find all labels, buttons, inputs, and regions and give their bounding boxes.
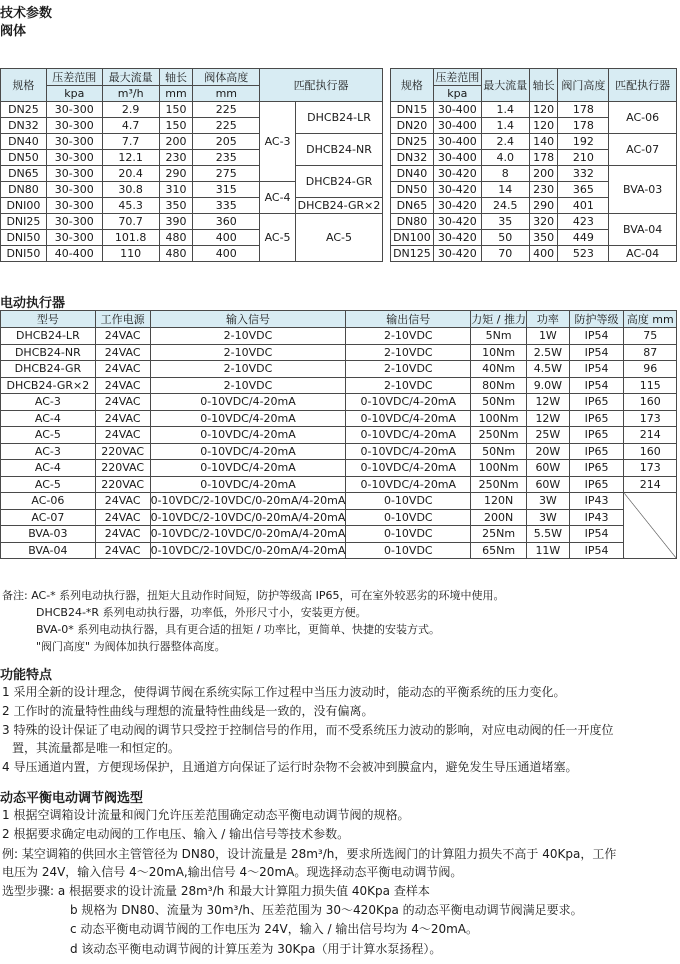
table-row bbox=[391, 134, 677, 150]
table-cell: DN100 bbox=[391, 230, 434, 246]
table-cell: 0-10VDC/4-20mA bbox=[150, 460, 346, 477]
actuator-cell: AC-04 bbox=[609, 246, 677, 262]
table-cell: 400 bbox=[193, 246, 260, 262]
table-cell: 0-10VDC/4-20mA bbox=[346, 476, 471, 493]
table-cell: 30-300 bbox=[46, 230, 102, 246]
selection-line: b 规格为 DN80、流量为 30m³/h、压差范围为 30～420Kpa 的动态平衡电动调节阀满足要求。 bbox=[70, 903, 583, 917]
table-cell: 5Nm bbox=[471, 328, 527, 345]
table-cell: 40Nm bbox=[471, 361, 527, 378]
header-spec: 规格 bbox=[391, 69, 434, 102]
table-cell: 2-10VDC bbox=[150, 328, 346, 345]
section-title-valve: 阀体 bbox=[0, 24, 27, 39]
table-cell: 87 bbox=[624, 344, 677, 361]
table-cell: 45.3 bbox=[102, 198, 159, 214]
table-cell: 24.5 bbox=[481, 198, 529, 214]
table-cell: 30-300 bbox=[46, 118, 102, 134]
table-row bbox=[391, 102, 677, 118]
note-line: BVA-0* 系列电动执行器，具有更合适的扭矩 / 功率比，更简单、快捷的安装方式。 bbox=[36, 623, 440, 636]
table-cell: 4.5W bbox=[527, 361, 569, 378]
table-cell: 178 bbox=[558, 118, 609, 134]
table-cell: 7.7 bbox=[102, 134, 159, 150]
table-cell: IP65 bbox=[569, 476, 624, 493]
table-cell: AC-06 bbox=[1, 493, 96, 510]
table-cell: 480 bbox=[159, 230, 193, 246]
table-cell: DNI50 bbox=[1, 230, 47, 246]
table-cell: IP43 bbox=[569, 509, 624, 526]
table-cell: 20.4 bbox=[102, 166, 159, 182]
table-cell: DN32 bbox=[391, 150, 434, 166]
table-cell: 0-10VDC bbox=[346, 493, 471, 510]
header-flow: 最大流量 bbox=[102, 69, 159, 86]
table-cell: 0-10VDC/2-10VDC/0-20mA/4-20mA bbox=[150, 494, 346, 508]
table-cell: 30-420 bbox=[433, 246, 481, 262]
table-cell: IP54 bbox=[569, 377, 624, 394]
feature-line: 1 采用全新的设计理念，使得调节阀在系统实际工作过程中当压力波动时，能动态的平衡系统的压力变化。 bbox=[2, 685, 566, 699]
table-cell: 25Nm bbox=[471, 526, 527, 543]
table-cell: DNI50 bbox=[1, 246, 47, 262]
table-cell: 120 bbox=[529, 118, 558, 134]
table-cell: 400 bbox=[529, 246, 558, 262]
table-cell: 24VAC bbox=[95, 344, 150, 361]
table-cell: 115 bbox=[624, 377, 677, 394]
header-spec: 规格 bbox=[1, 69, 47, 102]
table-cell: 235 bbox=[193, 150, 260, 166]
table-cell: 2-10VDC bbox=[346, 328, 471, 345]
table-cell: 140 bbox=[529, 134, 558, 150]
header-flow-unit: m³/h bbox=[102, 86, 159, 102]
table-cell: 24VAC bbox=[95, 410, 150, 427]
table-cell: 100Nm bbox=[471, 460, 527, 477]
table-cell: 5.5W bbox=[527, 526, 569, 543]
table-cell: DN50 bbox=[1, 150, 47, 166]
table-cell: DN50 bbox=[391, 182, 434, 198]
table-cell: 178 bbox=[529, 150, 558, 166]
table-row bbox=[1, 394, 677, 411]
table-cell: 150 bbox=[159, 118, 193, 134]
table-cell: 310 bbox=[159, 182, 193, 198]
table-cell: 8 bbox=[481, 166, 529, 182]
table-row bbox=[1, 526, 677, 543]
table-header: 型号 bbox=[1, 311, 96, 328]
table-row bbox=[391, 214, 677, 230]
actuator-dh-cell: DHCB24-GR bbox=[296, 166, 383, 198]
table-cell: BVA-04 bbox=[1, 542, 96, 559]
table-cell: 0-10VDC/4-20mA bbox=[150, 476, 346, 493]
selection-line: 例: 某空调箱的供回水主管管径为 DN80，设计流量是 28m³/h，要求所选阀门的计算阻力损失不高于 40Kpa，工作 bbox=[2, 847, 617, 861]
valve-table-right bbox=[390, 68, 677, 262]
table-cell: 120 bbox=[529, 102, 558, 118]
table-cell: 0-10VDC/2-10VDC/0-20mA/4-20mA bbox=[150, 527, 346, 541]
table-cell: 80Nm bbox=[471, 377, 527, 394]
table-cell: 0-10VDC bbox=[346, 526, 471, 543]
header-axis: 轴长 bbox=[159, 69, 193, 86]
table-cell: DN65 bbox=[1, 166, 47, 182]
table-row bbox=[1, 344, 677, 361]
table-cell: DN40 bbox=[391, 166, 434, 182]
table-row bbox=[1, 214, 383, 230]
table-header: 输入信号 bbox=[150, 311, 346, 328]
table-cell: 275 bbox=[193, 166, 260, 182]
header-pressure-unit: kpa bbox=[46, 86, 102, 102]
table-cell: 315 bbox=[193, 182, 260, 198]
table-cell: 24VAC bbox=[95, 361, 150, 378]
table-cell: 70 bbox=[481, 246, 529, 262]
table-row bbox=[1, 460, 677, 477]
table-cell: 320 bbox=[529, 214, 558, 230]
actuator-ac-cell: AC-3 bbox=[260, 102, 296, 182]
table-cell: 24VAC bbox=[95, 509, 150, 526]
table-cell: 2.9 bbox=[102, 102, 159, 118]
valve-table-left bbox=[0, 68, 383, 262]
table-row bbox=[1, 410, 677, 427]
table-cell: 11W bbox=[527, 542, 569, 559]
table-cell: 1.4 bbox=[481, 118, 529, 134]
header-actuator: 匹配执行器 bbox=[609, 69, 677, 102]
table-cell: 0-10VDC bbox=[346, 509, 471, 526]
table-header: 功率 bbox=[527, 311, 569, 328]
table-cell: 30-420 bbox=[433, 198, 481, 214]
table-cell: DN32 bbox=[1, 118, 47, 134]
selection-line: 选型步骤: a 根据要求的设计流量 28m³/h 和最大计算阻力损失值 40Kpa 查样本 bbox=[2, 884, 430, 898]
table-cell: 24VAC bbox=[95, 328, 150, 345]
actuator-cell: BVA-03 bbox=[609, 166, 677, 214]
table-cell: 30-300 bbox=[46, 150, 102, 166]
table-cell: 390 bbox=[159, 214, 193, 230]
feature-line: 4 导压通道内置，方便现场保护，且通道方向保证了运行时杂物不会被冲到膜盒内，避免发生导压通道堵塞。 bbox=[2, 760, 578, 774]
table-cell: 0-10VDC bbox=[346, 542, 471, 559]
table-cell: IP54 bbox=[569, 526, 624, 543]
table-cell: 60W bbox=[527, 460, 569, 477]
table-cell: AC-3 bbox=[1, 443, 96, 460]
table-cell: IP65 bbox=[569, 443, 624, 460]
table-cell: 30-300 bbox=[46, 102, 102, 118]
table-cell: 160 bbox=[624, 443, 677, 460]
table-cell: 160 bbox=[624, 394, 677, 411]
table-cell: DHCB24-GR×2 bbox=[1, 377, 96, 394]
table-row bbox=[391, 246, 677, 262]
table-cell: 30-400 bbox=[433, 134, 481, 150]
actuator-dh-cell: DHCB24-LR bbox=[296, 102, 383, 134]
table-cell: 449 bbox=[558, 230, 609, 246]
table-cell: 480 bbox=[159, 246, 193, 262]
table-cell: 50Nm bbox=[471, 443, 527, 460]
note-line: DHCB24-*R 系列电动执行器，功率低，外形尺寸小，安装更方便。 bbox=[36, 606, 367, 619]
header-axis: 轴长 bbox=[529, 69, 558, 102]
table-cell: 225 bbox=[193, 102, 260, 118]
table-header: 高度 mm bbox=[624, 311, 677, 328]
table-cell: 9.0W bbox=[527, 377, 569, 394]
table-cell: 4.7 bbox=[102, 118, 159, 134]
table-cell: IP65 bbox=[569, 460, 624, 477]
table-cell: IP54 bbox=[569, 328, 624, 345]
table-cell: IP43 bbox=[569, 493, 624, 510]
table-cell: 2-10VDC bbox=[150, 377, 346, 394]
selection-line: 1 根据空调箱设计流量和阀门允许压差范围确定动态平衡电动调节阀的规格。 bbox=[2, 808, 410, 822]
table-cell: 335 bbox=[193, 198, 260, 214]
actuator-dh-cell: DHCB24-GR×2 bbox=[296, 198, 383, 214]
table-cell: AC-4 bbox=[1, 460, 96, 477]
table-cell: 200 bbox=[529, 166, 558, 182]
table-header: 输出信号 bbox=[346, 311, 471, 328]
table-cell: 14 bbox=[481, 182, 529, 198]
table-cell: 24VAC bbox=[95, 394, 150, 411]
table-row bbox=[1, 328, 677, 345]
table-cell: 24VAC bbox=[95, 427, 150, 444]
table-row bbox=[1, 443, 677, 460]
table-cell: 0-10VDC/4-20mA bbox=[150, 410, 346, 427]
table-cell: 30-300 bbox=[46, 214, 102, 230]
header-height: 阀体高度 bbox=[193, 69, 260, 86]
table-cell: AC-3 bbox=[1, 394, 96, 411]
empty-diagonal-cell bbox=[624, 493, 677, 559]
table-cell: 65Nm bbox=[471, 542, 527, 559]
table-cell: 30-300 bbox=[46, 166, 102, 182]
table-cell: 0-10VDC/4-20mA bbox=[346, 460, 471, 477]
table-cell: 35 bbox=[481, 214, 529, 230]
table-cell: 50 bbox=[481, 230, 529, 246]
table-row bbox=[1, 476, 677, 493]
table-cell: 214 bbox=[624, 427, 677, 444]
table-cell: IP65 bbox=[569, 427, 624, 444]
table-cell: 250Nm bbox=[471, 427, 527, 444]
section-title-features: 功能特点 bbox=[0, 668, 53, 683]
table-cell: 220VAC bbox=[95, 460, 150, 477]
table-cell: DHCB24-GR bbox=[1, 361, 96, 378]
table-row bbox=[1, 166, 383, 182]
selection-line: d 该动态平衡电动调节阀的计算压差为 30Kpa（用于计算水泵扬程）。 bbox=[70, 942, 442, 956]
table-cell: 2.4 bbox=[481, 134, 529, 150]
table-row bbox=[1, 509, 677, 526]
table-cell: AC-07 bbox=[1, 509, 96, 526]
table-row bbox=[1, 427, 677, 444]
table-cell: 401 bbox=[558, 198, 609, 214]
table-cell: 30-400 bbox=[433, 102, 481, 118]
table-cell: 332 bbox=[558, 166, 609, 182]
table-cell: 24VAC bbox=[95, 493, 150, 510]
table-cell: 3W bbox=[527, 493, 569, 510]
table-cell: 365 bbox=[558, 182, 609, 198]
table-cell: 2-10VDC bbox=[346, 377, 471, 394]
table-cell: 210 bbox=[558, 150, 609, 166]
table-row bbox=[1, 198, 383, 214]
table-cell: 2-10VDC bbox=[346, 344, 471, 361]
table-cell: 2-10VDC bbox=[150, 361, 346, 378]
table-cell: 30-300 bbox=[46, 134, 102, 150]
table-cell: 0-10VDC/4-20mA bbox=[150, 394, 346, 411]
selection-line: 2 根据要求确定电动阀的工作电压、输入 / 输出信号等技术参数。 bbox=[2, 827, 350, 841]
section-title-actuator: 电动执行器 bbox=[0, 296, 66, 311]
selection-line: 电压为 24V，输入信号 4～20mA,输出信号 4～20mA。现选择动态平衡电动调节阀。 bbox=[2, 865, 463, 879]
actuator-cell: AC-06 bbox=[609, 102, 677, 134]
table-cell: 200N bbox=[471, 509, 527, 526]
table-cell: DN40 bbox=[1, 134, 47, 150]
table-cell: 20W bbox=[527, 443, 569, 460]
table-cell: DN25 bbox=[391, 134, 434, 150]
table-cell: 24VAC bbox=[95, 542, 150, 559]
table-cell: DN80 bbox=[391, 214, 434, 230]
table-cell: 350 bbox=[159, 198, 193, 214]
table-cell: 200 bbox=[159, 134, 193, 150]
table-cell: 30-300 bbox=[46, 198, 102, 214]
table-row bbox=[391, 166, 677, 182]
table-cell: 423 bbox=[558, 214, 609, 230]
table-cell: 50Nm bbox=[471, 394, 527, 411]
table-cell: 250Nm bbox=[471, 476, 527, 493]
table-cell: 1.4 bbox=[481, 102, 529, 118]
table-cell: 75 bbox=[624, 328, 677, 345]
actuator-cell: AC-07 bbox=[609, 134, 677, 166]
table-cell: 24VAC bbox=[95, 377, 150, 394]
table-cell: 350 bbox=[529, 230, 558, 246]
header-height: 阀门高度 bbox=[558, 69, 609, 102]
table-row bbox=[1, 361, 677, 378]
table-cell: DN15 bbox=[391, 102, 434, 118]
table-cell: 214 bbox=[624, 476, 677, 493]
header-height-unit: mm bbox=[193, 86, 260, 102]
table-cell: DHCB24-LR bbox=[1, 328, 96, 345]
table-cell: DN125 bbox=[391, 246, 434, 262]
table-cell: IP54 bbox=[569, 361, 624, 378]
table-cell: 96 bbox=[624, 361, 677, 378]
table-cell: DN25 bbox=[1, 102, 47, 118]
header-pressure: 压差范围 bbox=[433, 69, 481, 86]
table-cell: 120N bbox=[471, 493, 527, 510]
table-cell: 290 bbox=[529, 198, 558, 214]
actuator-table bbox=[0, 310, 677, 559]
actuator-ac-cell: AC-4 bbox=[260, 182, 296, 214]
table-cell: 192 bbox=[558, 134, 609, 150]
table-cell: 12W bbox=[527, 410, 569, 427]
table-cell: 0-10VDC/4-20mA bbox=[346, 394, 471, 411]
header-pressure-unit: kpa bbox=[433, 86, 481, 102]
table-cell: DN65 bbox=[391, 198, 434, 214]
note-line: "阀门高度" 为阀体加执行器整体高度。 bbox=[36, 640, 226, 653]
header-axis-unit: mm bbox=[159, 86, 193, 102]
table-cell: 0-10VDC/4-20mA bbox=[346, 410, 471, 427]
table-cell: DNI25 bbox=[1, 214, 47, 230]
table-cell: 290 bbox=[159, 166, 193, 182]
table-cell: 30-420 bbox=[433, 230, 481, 246]
table-cell: IP54 bbox=[569, 344, 624, 361]
table-cell: 0-10VDC/2-10VDC/0-20mA/4-20mA bbox=[150, 543, 346, 557]
table-cell: 1W bbox=[527, 328, 569, 345]
feature-line: 2 工作时的流量特性曲线与理想的流量特性曲线是一致的，没有偏离。 bbox=[2, 704, 374, 718]
header-actuator: 匹配执行器 bbox=[260, 69, 383, 102]
feature-line: 置，其流量都是唯一和恒定的。 bbox=[12, 741, 181, 755]
table-cell: 173 bbox=[624, 460, 677, 477]
selection-line: c 动态平衡电动调节阀的工作电压为 24V，输入 / 输出信号均为 4～20mA。 bbox=[70, 922, 478, 936]
header-flow: 最大流量 bbox=[481, 69, 529, 102]
table-cell: 0-10VDC/4-20mA bbox=[150, 443, 346, 460]
table-row bbox=[1, 493, 677, 510]
table-cell: 178 bbox=[558, 102, 609, 118]
table-cell: DN20 bbox=[391, 118, 434, 134]
table-cell: 40-400 bbox=[46, 246, 102, 262]
table-cell: AC-5 bbox=[1, 427, 96, 444]
table-cell: 2.5W bbox=[527, 344, 569, 361]
table-cell: DN80 bbox=[1, 182, 47, 198]
table-cell: 24VAC bbox=[95, 526, 150, 543]
table-cell: DNI00 bbox=[1, 198, 47, 214]
table-cell: 4.0 bbox=[481, 150, 529, 166]
header-pressure: 压差范围 bbox=[46, 69, 102, 86]
table-cell: 360 bbox=[193, 214, 260, 230]
table-cell: AC-4 bbox=[1, 410, 96, 427]
table-cell: 0-10VDC/4-20mA bbox=[346, 443, 471, 460]
actuator-ac-cell: AC-5 bbox=[260, 214, 296, 262]
table-cell: 30.8 bbox=[102, 182, 159, 198]
table-cell: 60W bbox=[527, 476, 569, 493]
table-row bbox=[1, 542, 677, 559]
section-title-selection: 动态平衡电动调节阀选型 bbox=[0, 791, 144, 806]
table-cell: 25W bbox=[527, 427, 569, 444]
actuator-dh-cell: AC-5 bbox=[296, 214, 383, 262]
table-cell: 30-300 bbox=[46, 182, 102, 198]
table-row bbox=[1, 102, 383, 118]
table-header: 工作电源 bbox=[95, 311, 150, 328]
table-cell: DHCB24-NR bbox=[1, 344, 96, 361]
table-cell: 220VAC bbox=[95, 443, 150, 460]
section-title-tech: 技术参数 bbox=[0, 6, 53, 21]
table-cell: 173 bbox=[624, 410, 677, 427]
table-cell: 0-10VDC/2-10VDC/0-20mA/4-20mA bbox=[150, 510, 346, 524]
table-cell: IP65 bbox=[569, 410, 624, 427]
table-cell: IP65 bbox=[569, 394, 624, 411]
table-cell: 10Nm bbox=[471, 344, 527, 361]
table-cell: 12W bbox=[527, 394, 569, 411]
table-cell: 30-400 bbox=[433, 118, 481, 134]
table-cell: 3W bbox=[527, 509, 569, 526]
table-cell: 30-420 bbox=[433, 166, 481, 182]
table-cell: 70.7 bbox=[102, 214, 159, 230]
table-cell: 230 bbox=[159, 150, 193, 166]
table-cell: 225 bbox=[193, 118, 260, 134]
table-header: 防护等级 bbox=[569, 311, 624, 328]
table-cell: 12.1 bbox=[102, 150, 159, 166]
table-cell: 2-10VDC bbox=[150, 344, 346, 361]
table-cell: 230 bbox=[529, 182, 558, 198]
note-line: 备注: AC-* 系列电动执行器，扭矩大且动作时间短，防护等级高 IP65，可在室外较恶劣的环境中使用。 bbox=[2, 589, 505, 602]
table-cell: 2-10VDC bbox=[346, 361, 471, 378]
table-cell: 0-10VDC/4-20mA bbox=[150, 427, 346, 444]
table-cell: 100Nm bbox=[471, 410, 527, 427]
table-cell: 101.8 bbox=[102, 230, 159, 246]
table-cell: 523 bbox=[558, 246, 609, 262]
table-row bbox=[1, 377, 677, 394]
table-cell: BVA-03 bbox=[1, 526, 96, 543]
table-cell: 30-400 bbox=[433, 150, 481, 166]
actuator-cell: BVA-04 bbox=[609, 214, 677, 246]
table-cell: 220VAC bbox=[95, 476, 150, 493]
table-header: 力矩 / 推力 bbox=[471, 311, 527, 328]
table-cell: 30-420 bbox=[433, 214, 481, 230]
actuator-dh-cell: DHCB24-NR bbox=[296, 134, 383, 166]
table-cell: 110 bbox=[102, 246, 159, 262]
feature-line: 3 特殊的设计保证了电动阀的调节只受控于控制信号的作用，而不受系统压力波动的影响，对应电动阀的任一开度位 bbox=[2, 723, 614, 737]
table-cell: 0-10VDC/4-20mA bbox=[346, 427, 471, 444]
table-cell: 205 bbox=[193, 134, 260, 150]
table-row bbox=[1, 134, 383, 150]
table-cell: IP54 bbox=[569, 542, 624, 559]
table-cell: AC-5 bbox=[1, 476, 96, 493]
table-cell: 400 bbox=[193, 230, 260, 246]
table-cell: 30-420 bbox=[433, 182, 481, 198]
table-cell: 150 bbox=[159, 102, 193, 118]
